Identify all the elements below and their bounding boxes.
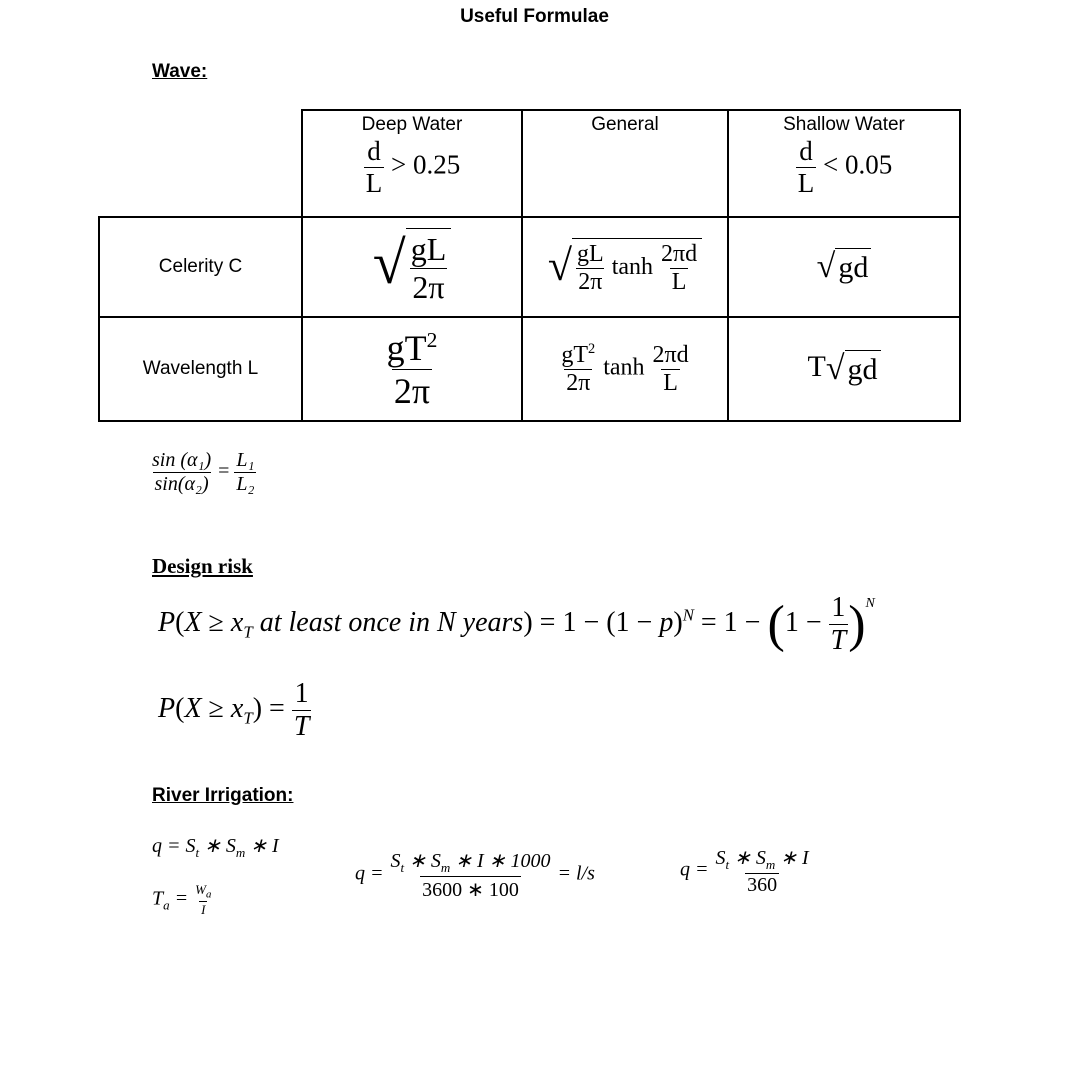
wavelength-general-formula: $\frac{gT^2}{2\pi}$ tanh $\frac{2\pi d}{L}$ bbox=[522, 317, 728, 421]
irrigation-formula-ls: q = $\frac{S_t ∗ S_m ∗ I ∗ 1000}{3600 ∗ 100}$ = l/s bbox=[355, 850, 595, 901]
irrigation-formula-q: $q = S_t$ ∗ $S_m$ ∗ I bbox=[152, 835, 279, 860]
irrigation-formula-360: q = $\frac{S_t ∗ S_m ∗ I}{360}$ bbox=[680, 847, 809, 896]
wave-heading: Wave: bbox=[152, 61, 208, 82]
snell-law-formula: $\frac{\text{sin (α₁)}}{\text{sin(α₂)}}$ = $\frac{\text{L₁}}{\text{L₂}}$ bbox=[152, 449, 255, 495]
wavelength-shallow-formula: T √ gd bbox=[728, 317, 960, 421]
row-wavelength-label: Wavelength L bbox=[99, 317, 302, 421]
table-corner bbox=[99, 110, 302, 217]
wave-table bbox=[98, 109, 961, 422]
irrigation-formula-ta: $T_a$ = $\frac{W_a}{I}$ bbox=[152, 882, 212, 917]
celerity-deep-formula: √ $\frac{gL}{2\pi}$ bbox=[302, 217, 522, 317]
river-irrigation-heading: River Irrigation: bbox=[152, 785, 294, 806]
page-title: Useful Formulae bbox=[460, 6, 609, 27]
shallow-condition: $\frac{d}{L}$ < 0.05 bbox=[797, 136, 893, 198]
design-risk-formula-1: $P(X \ge x_T$ at least once in N years) = $1 - (1 - p)^N = 1 - (1$ − $\frac{1}{T}$ )$^N$ bbox=[158, 592, 875, 656]
header-shallow-water bbox=[728, 110, 960, 217]
header-general-label: General bbox=[591, 114, 659, 135]
celerity-general-formula: √ $\frac{gL}{2\pi}$ tanh $\frac{2\pi d}{L}$ bbox=[522, 217, 728, 317]
header-shallow-label: Shallow Water bbox=[783, 114, 905, 135]
header-deep-label: Deep Water bbox=[361, 114, 463, 135]
celerity-shallow-formula: √ gd bbox=[728, 217, 960, 317]
wavelength-deep-formula: $\frac{gT^2}{2\pi}$ bbox=[302, 317, 522, 421]
row-celerity-label: Celerity C bbox=[99, 217, 302, 317]
design-risk-heading: Design risk bbox=[152, 554, 253, 578]
header-general bbox=[522, 110, 728, 217]
design-risk-formula-2: $P(X \ge x_T)$ = $\frac{1}{T}$ bbox=[158, 678, 310, 742]
header-deep-water bbox=[302, 110, 522, 217]
deep-condition: $\frac{d}{L}$ > 0.25 bbox=[365, 136, 461, 198]
